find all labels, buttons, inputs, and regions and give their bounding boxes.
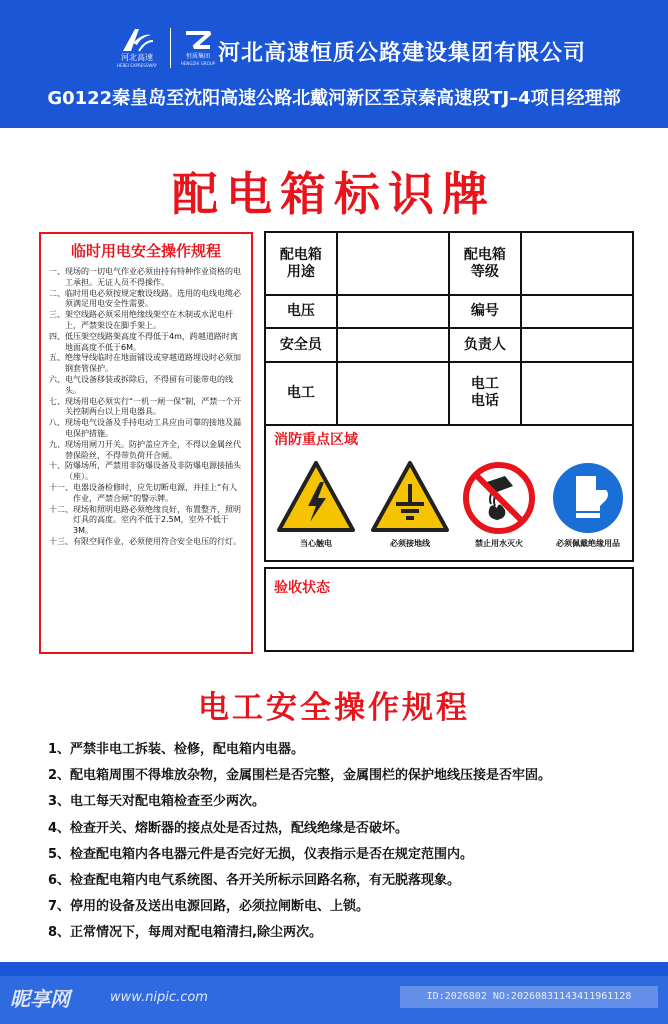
no-water-extinguish-icon	[461, 460, 537, 536]
rule-text: 现场的一切电气作业必须由持有特种作业资格的电工承担。无证人员不得操作。	[65, 267, 241, 287]
rule-text: 绝缘导线临时在地面铺设或穿越道路埋设时必须加钢套管保护。	[65, 353, 241, 374]
logo-group	[108, 22, 217, 74]
hengzhi-logo-sub: HENGZHI GROUP	[180, 60, 216, 66]
ops-item: 4、检查开关、熔断器的接点处是否过热，配线绝缘是否破坏。	[48, 820, 409, 836]
safety-officer-value[interactable]	[337, 328, 449, 361]
number-label: 编号	[449, 295, 521, 328]
purpose-value[interactable]	[337, 232, 449, 295]
grade-label: 配电箱等级	[449, 232, 521, 295]
number-value[interactable]	[521, 295, 633, 328]
hebei-logo-sub: HEBEI EXPRESSWAY	[117, 63, 157, 68]
rule-item	[49, 461, 243, 483]
watermark-url: www.nipic.com	[110, 990, 208, 1005]
electrician-phone-value[interactable]	[521, 362, 633, 425]
purpose-label: 配电箱用途	[265, 232, 337, 295]
rule-text: 现场用闸刀开关。防护盖应齐全，不得以金属丝代替保险丝，不得带负荷开合闸。	[65, 439, 241, 460]
table-row	[265, 232, 633, 295]
hebei-expressway-logo-icon	[119, 27, 155, 53]
grade-value[interactable]	[521, 232, 633, 295]
rule-number: 一、	[49, 267, 65, 276]
ops-item: 8、正常情况下，每周对配电箱清扫,除尘两次。	[48, 925, 322, 941]
rule-number: 八、	[49, 418, 65, 428]
rule-number: 六、	[49, 374, 65, 384]
table-row	[265, 295, 633, 328]
safety-officer-label: 安全员	[265, 328, 337, 361]
hebei-expressway-logo	[108, 22, 166, 74]
rule-item	[49, 310, 243, 332]
rule-item	[49, 397, 243, 419]
table-row	[265, 362, 633, 425]
voltage-value[interactable]	[337, 295, 449, 328]
rule-number: 十一、	[49, 482, 73, 492]
person-in-charge-value[interactable]	[521, 328, 633, 361]
rule-text: 现场电气设备及手持电动工具应由可靠的接地及漏电保护措施。	[65, 418, 241, 438]
rule-number: 十二、	[49, 504, 73, 514]
rule-number: 五、	[49, 353, 65, 363]
rule-item	[49, 483, 243, 505]
sign-caption: 禁止用水灭火	[475, 539, 523, 548]
wear-insulating-gloves-icon	[550, 460, 626, 536]
acceptance-title: 验收状态	[274, 580, 330, 596]
rule-number: 十三、	[49, 536, 73, 546]
voltage-label: 电压	[265, 295, 337, 328]
rule-number: 七、	[49, 396, 65, 406]
rule-text: 现场和照明电路必须绝缘良好，布置整齐，照明灯具的高度。室内不低于2.5M，室外不低于3M。	[73, 504, 241, 536]
rule-item	[49, 440, 243, 462]
distribution-box-info-table	[264, 231, 634, 426]
ops-list	[48, 740, 648, 950]
hengzhi-logo-icon	[183, 30, 213, 52]
rule-item	[49, 505, 243, 537]
project-name: G0122秦皇岛至沈阳高速公路北戴河新区至京秦高速段TJ–4项目经理部	[47, 88, 621, 109]
rule-item	[49, 267, 243, 289]
page-title: 配电箱标识牌	[172, 167, 496, 221]
sign-electric-shock	[276, 460, 356, 560]
rule-text: 电器设备检修时，应先切断电源，并挂上“有人作业，严禁合闸”的警示牌。	[73, 482, 238, 503]
watermark-site: 昵享网	[10, 987, 70, 1011]
rule-text: 低压架空线路架高度不得低于4m，跨越道路时离地面高度不低于6M。	[65, 331, 238, 352]
sign-insulating-gear	[548, 460, 628, 560]
fire-key-area-box	[264, 424, 634, 562]
rules-title: 临时用电安全操作规程	[70, 242, 221, 260]
acceptance-status-box	[264, 567, 634, 652]
hebei-logo-text: 河北高速	[121, 53, 153, 62]
logo-divider	[170, 28, 171, 68]
sign-caption: 必须接地线	[390, 539, 430, 548]
ops-item: 1、严禁非电工拆装、检修，配电箱内电器。	[48, 742, 305, 757]
company-name: 河北高速恒质公路建设集团有限公司	[218, 41, 587, 66]
rule-item	[49, 353, 243, 375]
hengzhi-logo-text: 恒质集团	[185, 52, 210, 60]
rule-number: 十、	[49, 461, 65, 471]
sign-no-water	[459, 460, 539, 560]
person-in-charge-label: 负责人	[449, 328, 521, 361]
ops-item: 5、检查配电箱内各电器元件是否完好无损，仪表指示是否在规定范围内。	[48, 846, 474, 862]
rule-text: 架空线路必须采用绝缘线架空在木制或水泥电杆上，严禁架设在脚手架上。	[65, 310, 233, 330]
rule-number: 三、	[49, 310, 65, 320]
rule-text: 防爆场所，严禁用非防爆设备及非防爆电源接插头（座）。	[65, 461, 241, 482]
ops-item: 6、检查配电箱内电气系统图、各开关所标示回路名称，有无脱落现象。	[48, 872, 461, 888]
ops-item: 3、电工每天对配电箱检查至少两次。	[48, 794, 266, 810]
rule-number: 九、	[49, 439, 65, 449]
sign-caption: 必须佩戴绝缘用品	[556, 539, 620, 548]
rule-text: 电气设备移装或拆除后，不得留有可能带电的线头。	[65, 374, 233, 395]
rule-text: 有限空间作业，必须使用符合安全电压的行灯。	[73, 536, 241, 546]
rule-item	[49, 537, 243, 548]
table-row	[265, 328, 633, 361]
sign-ground-wire	[370, 460, 450, 560]
ops-title: 电工安全操作规程	[198, 690, 470, 726]
rule-item	[49, 375, 243, 397]
electric-shock-warning-icon	[276, 460, 356, 534]
sign-caption: 当心触电	[300, 539, 332, 548]
rule-item	[49, 332, 243, 354]
hengzhi-group-logo	[179, 22, 217, 74]
temporary-power-rules-box	[39, 232, 253, 654]
rule-text: 现场用电必须实行“一机一闸一保”制，严禁一个开关控制两台以上用电器具。	[65, 396, 242, 417]
rule-text: 临时用电必须按规定敷设线路。选用的电线电缆必须满足用电安全性需要。	[65, 288, 241, 309]
header-banner	[0, 0, 668, 128]
rule-number: 二、	[49, 288, 65, 298]
watermark-id: ID:2026802 NO:20260831143411961128	[400, 986, 658, 1008]
rule-number: 四、	[49, 331, 65, 341]
ops-item: 7、停用的设备及送出电源回路，必须拉闸断电、上锁。	[48, 899, 370, 915]
rules-list	[49, 267, 243, 548]
electrician-value[interactable]	[337, 362, 449, 425]
electrician-phone-label: 电工电话	[449, 362, 521, 425]
rule-item	[49, 289, 243, 311]
ground-wire-warning-icon	[370, 460, 450, 534]
electrician-label: 电工	[265, 362, 337, 425]
fire-area-title: 消防重点区域	[274, 432, 358, 448]
rule-item	[49, 418, 243, 440]
ops-item: 2、配电箱周围不得堆放杂物，金属围栏是否完整，金属围栏的保护地线压接是否牢固。	[48, 768, 552, 784]
